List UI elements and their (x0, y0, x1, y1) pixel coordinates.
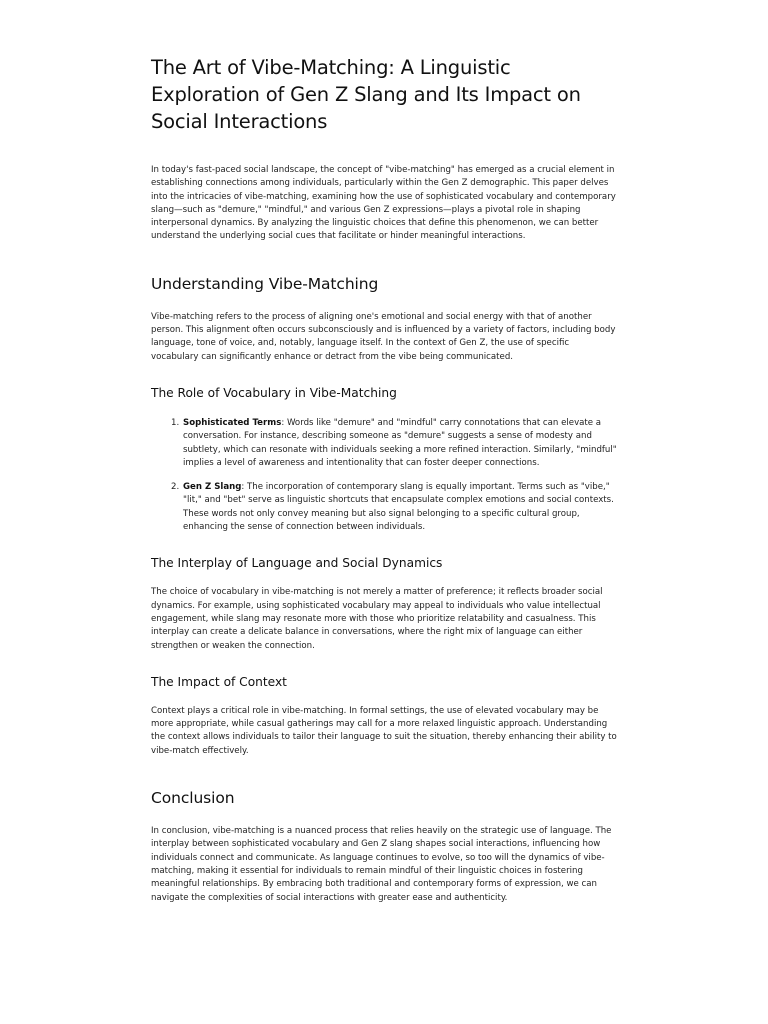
intro-paragraph: In today's fast-paced social landscape, the concept of "vibe-matching" has emerged as a crucial element in establishing connections among individuals, particularly within the Gen Z demographic. This paper delves into the intricacies of vibe-matching, examining how the use of sophisticated vocabulary and contemporary slang—such as "demure," "mindful," and various Gen Z expressions—plays a pivotal role in shaping interpersonal dynamics. By analyzing the linguistic choices that define this phenomenon, we can better understand the underlying social cues that facilitate or hinder meaningful interactions. (151, 165, 616, 242)
document-column (151, 54, 617, 905)
vocabulary-list (151, 417, 617, 534)
list-item-term: Gen Z Slang (183, 482, 242, 493)
subsection-heading-vocabulary: The Role of Vocabulary in Vibe-Matching (151, 385, 397, 400)
section-heading-understanding: Understanding Vibe-Matching (151, 274, 379, 293)
section-heading-conclusion: Conclusion (151, 789, 235, 808)
list-item-number: 1. (171, 417, 180, 428)
subsection-heading-context: The Impact of Context (151, 674, 287, 689)
section-body-conclusion: In conclusion, vibe-matching is a nuanced process that relies heavily on the strategic use of language. The interplay between sophisticated vocabulary and Gen Z slang shapes social interactions, influencing how individuals connect and communicate. As language continues to evolve, so too will the dynamics of vibe-matching, making it essential for individuals to remain mindful of their linguistic choices in fostering meaningful relationships. By embracing both traditional and contemporary forms of expression, we can navigate the complexities of social interactions with greater ease and authenticity. (151, 826, 612, 903)
list-item (171, 417, 617, 470)
list-item (171, 481, 617, 534)
subsection-body-context: Context plays a critical role in vibe-matching. In formal settings, the use of elevated vocabulary may be more appropriate, while casual gatherings may call for a more relaxed linguistic approach. Understanding the context allows individuals to tailor their language to suit the situation, thereby enhancing their ability to vibe-match effectively. (151, 705, 617, 756)
document-title: The Art of Vibe-Matching: A Linguistic Exploration of Gen Z Slang and Its Impact on Social Interactions (151, 56, 581, 133)
list-item-text: : Words like "demure" and "mindful" carry connotations that can elevate a conversation. For instance, describing someone as "demure" suggests a sense of modesty and subtlety, which can resonate with individuals seeking a more refined interaction. Similarly, "mindful" implies a level of awareness and intentionality that can foster deeper connections. (183, 417, 617, 468)
section-body-understanding: Vibe-matching refers to the process of aligning one's emotional and social energy with that of another person. This alignment often occurs subconsciously and is influenced by a variety of factors, including body language, tone of voice, and, notably, language itself. In the context of Gen Z, the use of specific vocabulary can significantly enhance or detract from the vibe being communicated. (151, 311, 616, 362)
list-item-text: : The incorporation of contemporary slang is equally important. Terms such as "vibe," "lit," and "bet" serve as linguistic shortcuts that encapsulate complex emotions and social contexts. These words not only convey meaning but also signal belonging to a specific cultural group, enhancing the sense of connection between individuals. (183, 482, 614, 533)
list-item-number: 2. (171, 482, 180, 493)
list-item-term: Sophisticated Terms (183, 417, 282, 428)
subsection-body-interplay: The choice of vocabulary in vibe-matching is not merely a matter of preference; it reflects broader social dynamics. For example, using sophisticated vocabulary may appeal to individuals who value intellectual engagement, while slang may resonate more with those who prioritize relatability and casualness. This interplay can create a delicate balance in conversations, where the right mix of language can either strengthen or weaken the connection. (151, 587, 603, 651)
subsection-heading-interplay: The Interplay of Language and Social Dynamics (151, 556, 443, 571)
